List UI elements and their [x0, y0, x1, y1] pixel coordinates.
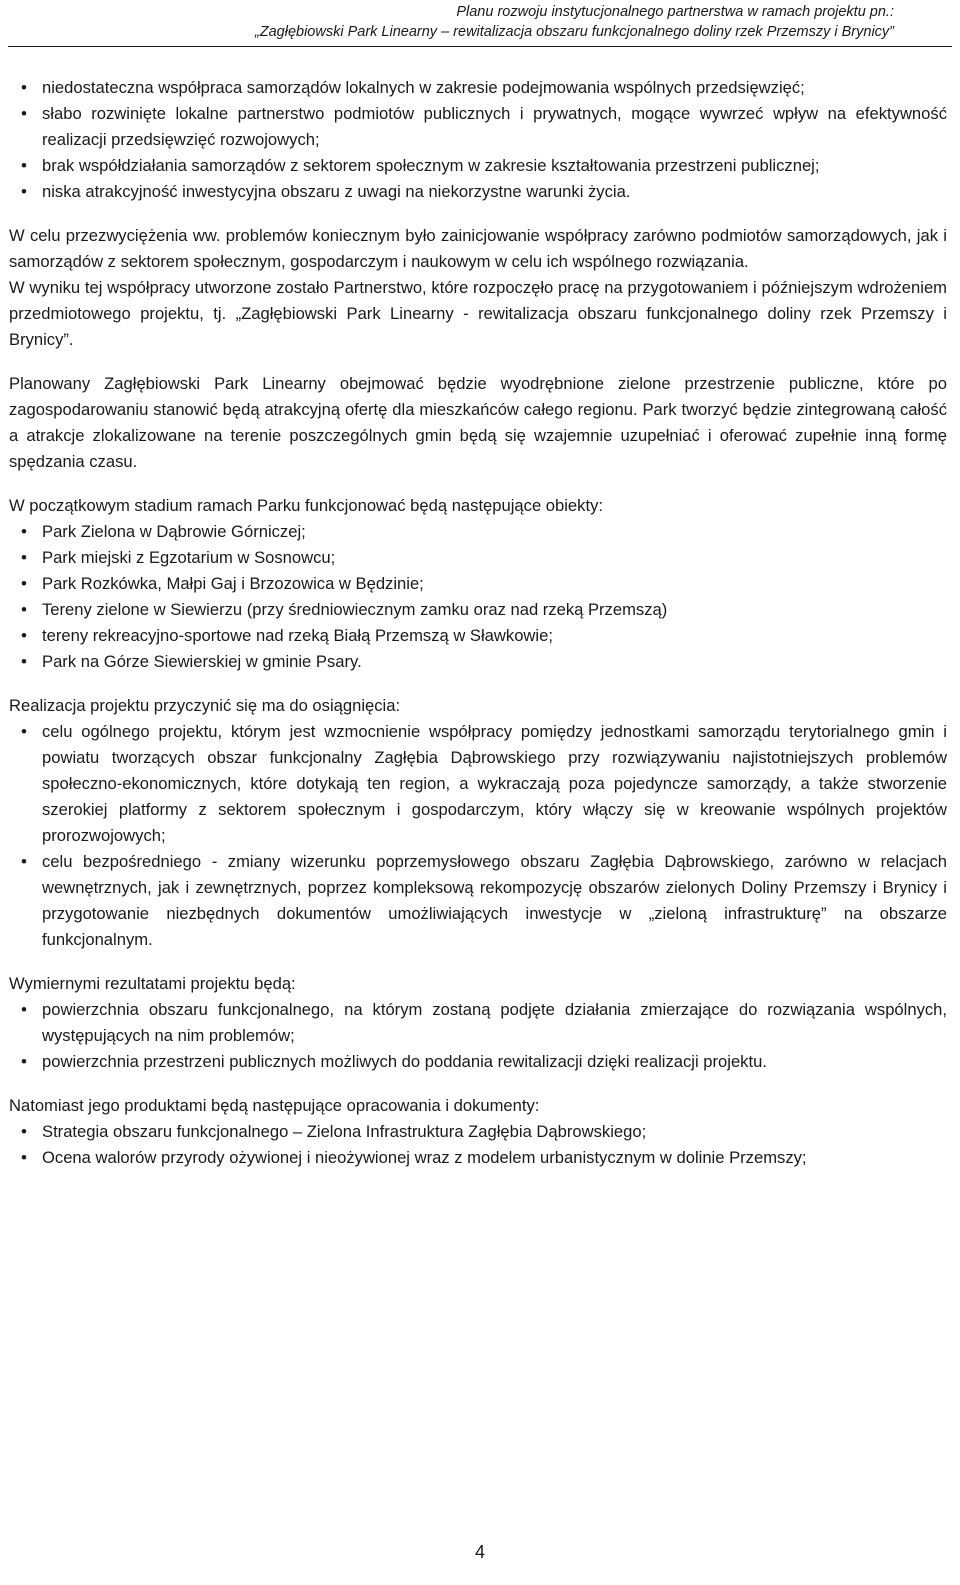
list-item: • powierzchnia obszaru funkcjonalnego, na którym zostaną podjęte działania zmierzające do rozwiązania wspólnych, występujących na nim problemów;: [9, 997, 947, 1049]
results-intro: Wymiernymi rezultatami projektu będą:: [9, 974, 296, 993]
paragraph-result: W wyniku tej współpracy utworzone zostało Partnerstwo, które rozpoczęło pracę na przygotowaniem i późniejszym wdrożeniem przedmiotowego projektu, tj. „Zagłębiowski Park Linearny - rewitalizacja obszaru funkcjonalnego doliny rzek Przemszy i Brynicy”.: [9, 278, 947, 349]
list-item: • Park Rozkówka, Małpi Gaj i Brzozowica w Będzinie;: [9, 571, 947, 597]
list-item: • tereny rekreacyjno-sportowe nad rzeką Białą Przemszą w Sławkowie;: [9, 623, 947, 649]
list-item: • Park na Górze Siewierskiej w gminie Psary.: [9, 649, 947, 675]
objects-intro: W początkowym stadium ramach Parku funkcjonować będą następujące obiekty:: [9, 496, 603, 515]
products-intro: Natomiast jego produktami będą następujące opracowania i dokumenty:: [9, 1096, 540, 1115]
problems-list: [9, 75, 947, 205]
list-item: • Park miejski z Egzotarium w Sosnowcu;: [9, 545, 947, 571]
goals-list: [9, 719, 947, 953]
list-item: • niska atrakcyjność inwestycyjna obszaru z uwagi na niekorzystne warunki życia.: [9, 179, 947, 205]
list-item: • niedostateczna współpraca samorządów lokalnych w zakresie podejmowania wspólnych przedsięwzięć;: [9, 75, 947, 101]
list-item: • celu bezpośredniego - zmiany wizerunku poprzemysłowego obszaru Zagłębia Dąbrowskiego, zarówno w relacjach wewnętrznych, jak i zewnętrznych, poprzez kompleksową rekompozycję obszarów zielonych Doliny Przemszy i Brynicy i przygotowanie niezbędnych dokumentów umożliwiających inwestycje w „zieloną infrastrukturę” na obszarze funkcjonalnym.: [9, 849, 947, 953]
objects-list: [9, 519, 947, 675]
paragraph-planned: Planowany Zagłębiowski Park Linearny obejmować będzie wyodrębnione zielone przestrzenie publiczne, które po zagospodarowaniu stanowić będą atrakcyjną ofertę dla mieszkańców całego regionu. Park tworzyć będzie zintegrowaną całość a atrakcje zlokalizowane na terenie poszczególnych gmin będą się wzajemnie uzupełniać i oferować zupełnie inną formę spędzania czasu.: [9, 374, 947, 471]
document-body: [9, 75, 947, 1171]
goals-intro: Realizacja projektu przyczynić się ma do osiągnięcia:: [9, 696, 401, 715]
list-item: • Tereny zielone w Siewierzu (przy średniowiecznym zamku oraz nad rzeką Przemszą): [9, 597, 947, 623]
page-header: [0, 2, 894, 42]
list-item: • brak współdziałania samorządów z sektorem społecznym w zakresie kształtowania przestrzeni publicznej;: [9, 153, 947, 179]
list-item: • celu ogólnego projektu, którym jest wzmocnienie współpracy pomiędzy jednostkami samorządu terytorialnego gmin i powiatu tworzących obszar funkcjonalny Zagłębia Dąbrowskiego przy rozwiązywaniu najistotniejszych problemów społeczno-ekonomicznych, które dotykają ten region, a wykraczają poza pojedyncze samorządy, a także stworzenie szerokiej platformy z sektorem społecznym i gospodarczym, który włączy się w kreowanie wspólnych projektów prorozwojowych;: [9, 719, 947, 849]
header-line-2: „Zagłębiowski Park Linearny – rewitalizacja obszaru funkcjonalnego doliny rzek Przemszy i Brynicy”: [254, 24, 894, 40]
list-item: • Park Zielona w Dąbrowie Górniczej;: [9, 519, 947, 545]
list-item: • Strategia obszaru funkcjonalnego – Zielona Infrastruktura Zagłębia Dąbrowskiego;: [9, 1119, 947, 1145]
list-item: • powierzchnia przestrzeni publicznych możliwych do poddania rewitalizacji dzięki realizacji projektu.: [9, 1049, 947, 1075]
products-list: [9, 1119, 947, 1171]
page-number: 4: [474, 1542, 485, 1562]
paragraph-overcome: W celu przezwyciężenia ww. problemów koniecznym było zainicjowanie współpracy zarówno podmiotów samorządowych, jak i samorządów z sektorem społecznym, gospodarczym i naukowym w celu ich wspólnego rozwiązania.: [9, 226, 947, 271]
header-divider: [8, 46, 952, 47]
header-line-1: Planu rozwoju instytucjonalnego partnerstwa w ramach projektu pn.:: [456, 4, 894, 20]
list-item: • słabo rozwinięte lokalne partnerstwo podmiotów publicznych i prywatnych, mogące wywrzeć wpływ na efektywność realizacji przedsięwzięć rozwojowych;: [9, 101, 947, 153]
results-list: [9, 997, 947, 1075]
list-item: • Ocena walorów przyrody ożywionej i nieożywionej wraz z modelem urbanistycznym w dolinie Przemszy;: [9, 1145, 947, 1171]
